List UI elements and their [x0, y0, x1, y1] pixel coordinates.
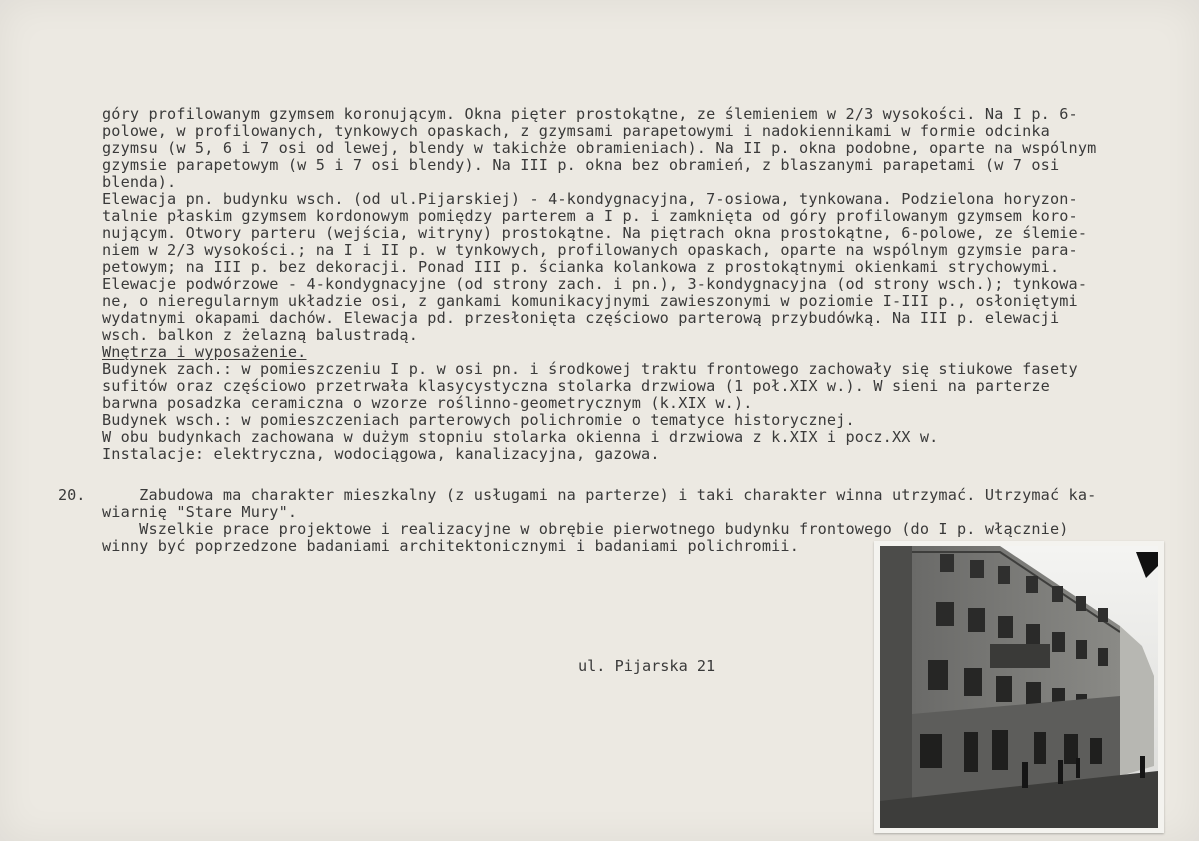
text-line: Zabudowa ma charakter mieszkalny (z usługami na parterze) i taki charakter winna utrzymać. Utrzymać ka-	[102, 486, 1097, 504]
text-line: Elewacja pn. budynku wsch. (od ul.Pijarskiej) - 4-kondygnacyjna, 7-osiowa, tynkowana. Podzielona horyzon-	[102, 190, 1078, 208]
text-line: Budynek wsch.: w pomieszczeniach parterowych polichromie o tematyce historycznej.	[102, 411, 855, 429]
text-line: Budynek zach.: w pomieszczeniu I p. w osi pn. i środkowej traktu frontowego zachowały się stiukowe fasety	[102, 360, 1078, 378]
text-line: gzymsie parapetowym (w 5 i 7 osi blendy). Na III p. okna bez obramień, z blaszanymi parapetami (w 7 osi	[102, 156, 1060, 174]
text-line: góry profilowanym gzymsem koronującym. Okna pięter prostokątne, ze ślemieniem w 2/3 wysokości. Na I p. 6-	[102, 105, 1078, 123]
text-line: sufitów oraz częściowo przetrwała klasycystyczna stolarka drzwiowa (1 poł.XIX w.). W sieni na parterze	[102, 377, 1050, 395]
text-line: polowe, w profilowanych, tynkowych opaskach, z gzymsami parapetowymi i nadokiennikami w formie odcinka	[102, 122, 1050, 140]
text-line: niem w 2/3 wysokości.; na I i II p. w tynkowych, profilowanych opaskach, oparte na wspólnym gzymsie para-	[102, 241, 1078, 259]
text-line: wsch. balkon z żelazną balustradą.	[102, 326, 418, 344]
text-line: nującym. Otwory parteru (wejścia, witryny) prostokątne. Na piętrach okna prostokątne, 6-polowe, ze ślemie-	[102, 224, 1088, 242]
text-line: Elewacje podwórzowe - 4-kondygnacyjne (od strony zach. i pn.), 3-kondygnacyjna (od strony wsch.); tynkowa-	[102, 275, 1088, 293]
text-line: barwna posadzka ceramiczna o wzorze roślinno-geometrycznym (k.XIX w.).	[102, 394, 753, 412]
text-line: wydatnymi okapami dachów. Elewacja pd. przesłonięta częściowo parterową przybudówką. Na III p. elewacji	[102, 309, 1060, 327]
text-line: gzymsu (w 5, 6 i 7 osi od lewej, blendy w takichże obramieniach). Na II p. okna podobne, oparte na wspólnym	[102, 139, 1097, 157]
section-subheading: Wnętrza i wyposażenie.	[102, 343, 307, 361]
photo-caption: ul. Pijarska 21	[578, 657, 716, 675]
text-line: wiarnię "Stare Mury".	[102, 503, 298, 521]
text-line: petowym; na III p. bez dekoracji. Ponad III p. ścianka kolankowa z prostokątnymi okienkami strychowymi.	[102, 258, 1060, 276]
building-photo	[874, 541, 1164, 833]
text-line: talnie płaskim gzymsem kordonowym pomiędzy parterem a I p. i zamknięta od góry profilowanym gzymsem koro-	[102, 207, 1078, 225]
text-line: blenda).	[102, 173, 177, 191]
building-photo-image	[880, 546, 1158, 828]
text-line: W obu budynkach zachowana w dużym stopniu stolarka okienna i drzwiowa z k.XIX i pocz.XX w.	[102, 428, 939, 446]
text-line: Wszelkie prace projektowe i realizacyjne w obrębie pierwotnego budynku frontowego (do I p. włącznie)	[102, 520, 1069, 538]
text-line: ne, o nieregularnym układzie osi, z gankami komunikacyjnymi zawieszonymi w poziomie I-III p., osłoniętymi	[102, 292, 1078, 310]
text-line: Instalacje: elektryczna, wodociągowa, kanalizacyjna, gazowa.	[102, 445, 660, 463]
item-number: 20.	[58, 486, 86, 504]
text-line: winny być poprzedzone badaniami architektonicznymi i badaniami polichromii.	[102, 537, 800, 555]
